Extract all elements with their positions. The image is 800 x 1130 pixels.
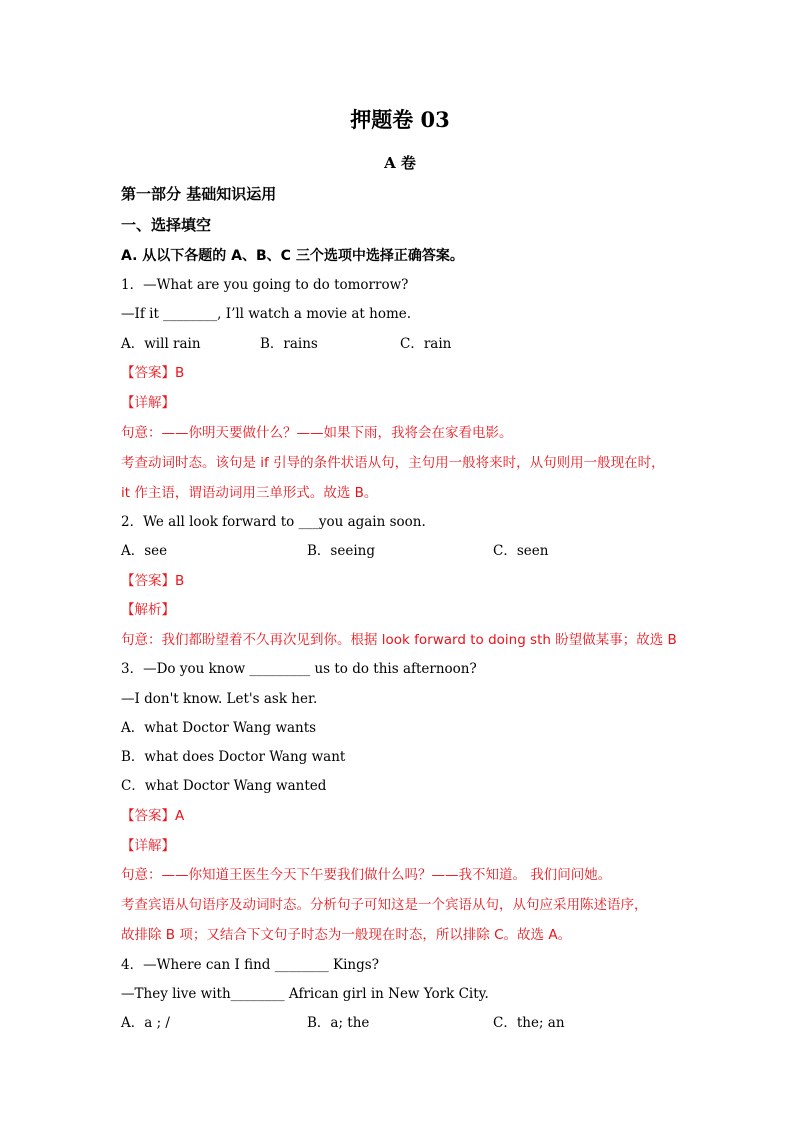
question-3-stem-2: —I don't know. Let's ask her. xyxy=(121,691,318,707)
question-1-detail-label: 【详解】 xyxy=(121,395,175,411)
question-1-answer: 【答案】B xyxy=(121,365,185,381)
question-3-option-b: B．what does Doctor Wang want xyxy=(121,749,346,765)
question-3-option-c: C．what Doctor Wang wanted xyxy=(121,778,327,794)
question-3-detail-label: 【详解】 xyxy=(121,838,175,854)
question-1-option-a: A．will rain xyxy=(121,336,201,352)
part-heading: 第一部分 基础知识运用 xyxy=(121,185,277,203)
question-2-answer: 【答案】B xyxy=(121,573,185,589)
question-1-explanation-1: 句意：——你明天要做什么？——如果下雨，我将会在家看电影。 xyxy=(121,425,513,441)
question-2-explanation-1: 句意：我们都盼望着不久再次见到你。根据 look forward to doing sth 盼望做某事；故选 B xyxy=(121,632,677,648)
question-1-explanation-2: 考查动词时态。该句是 if 引导的条件状语从句，主句用一般将来时，从句则用一般现在时， xyxy=(121,455,665,471)
question-1-stem: 1．—What are you going to do tomorrow? xyxy=(121,277,409,293)
question-2-detail-label: 【解析】 xyxy=(121,602,175,618)
question-3-explanation-2: 考查宾语从句语序及动词时态。分析句子可知这是一个宾语从句，从句应采用陈述语序， xyxy=(121,897,648,913)
question-2-option-a: A．see xyxy=(121,543,168,559)
question-3-explanation-1: 句意：——你知道王医生今天下午要我们做什么吗？——我不知道。 我们问问她。 xyxy=(121,867,612,883)
question-3-explanation-3: 故排除 B 项；又结合下文句子时态为一般现在时态，所以排除 C。故选 A。 xyxy=(121,927,572,943)
question-2-option-b: B．seeing xyxy=(307,543,375,559)
question-1-option-c: C．rain xyxy=(400,336,452,352)
question-3-stem: 3．—Do you know _________ us to do this afternoon? xyxy=(121,661,477,677)
question-4-stem: 4．—Where can I find ________ Kings? xyxy=(121,957,379,973)
page-subtitle: A 卷 xyxy=(384,154,416,172)
section-heading: 一、选择填空 xyxy=(121,216,212,234)
page-title: 押题卷 03 xyxy=(350,107,450,132)
question-2-option-c: C．seen xyxy=(493,543,549,559)
question-3-option-a: A．what Doctor Wang wants xyxy=(121,720,317,736)
question-1-stem-2: —If it ________, I’ll watch a movie at home. xyxy=(121,306,412,322)
question-1-option-b: B．rains xyxy=(260,336,318,352)
question-3-answer: 【答案】A xyxy=(121,808,185,824)
question-4-option-a: A．a ; / xyxy=(121,1015,170,1031)
question-4-option-b: B．a; the xyxy=(307,1015,370,1031)
instruction-text: A. 从以下各题的 A、B、C 三个选项中选择正确答案。 xyxy=(121,248,464,264)
question-1-explanation-3: it 作主语，谓语动词用三单形式。故选 B。 xyxy=(121,485,378,501)
question-4-stem-2: —They live with________ African girl in New York City. xyxy=(121,986,489,1002)
question-2-stem: 2．We all look forward to ___you again soon. xyxy=(121,514,426,530)
question-4-option-c: C．the; an xyxy=(493,1015,565,1031)
